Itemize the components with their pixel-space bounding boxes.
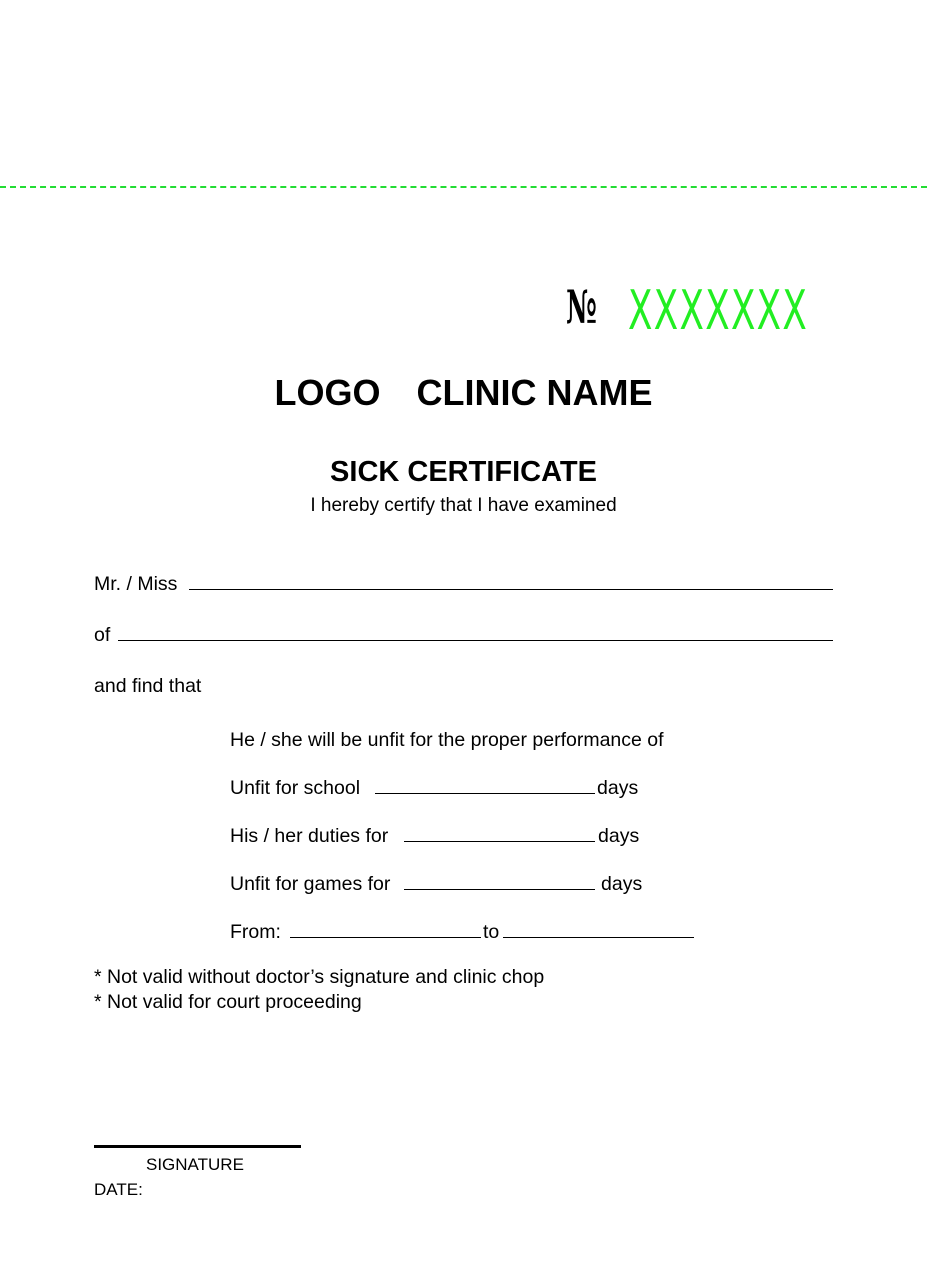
- serial-number-value: XXXXXXX: [628, 279, 809, 342]
- unfit-intro-text: He / she will be unfit for the proper performance of: [230, 729, 664, 751]
- signature-label: SIGNATURE: [146, 1155, 244, 1174]
- from-label: From:: [230, 921, 281, 943]
- clinic-header: [0, 372, 927, 414]
- to-label: to: [483, 921, 500, 943]
- serial-number-sign: №: [566, 280, 597, 334]
- name-label: Mr. / Miss: [94, 573, 178, 595]
- from-date-line[interactable]: [290, 937, 481, 938]
- games-days-unit: days: [601, 873, 643, 895]
- duties-days-line[interactable]: [404, 841, 595, 842]
- note-not-for-court: * Not valid for court proceeding: [94, 991, 362, 1013]
- duties-days-unit: days: [598, 825, 640, 847]
- cut-line-divider: [0, 186, 927, 188]
- name-field-line[interactable]: [189, 589, 833, 590]
- games-days-line[interactable]: [404, 889, 595, 890]
- to-date-line[interactable]: [503, 937, 694, 938]
- school-days-line[interactable]: [375, 793, 595, 794]
- school-label: Unfit for school: [230, 777, 361, 799]
- of-label: of: [94, 624, 111, 646]
- school-days-unit: days: [597, 777, 639, 799]
- certificate-title: SICK CERTIFICATE: [330, 456, 597, 488]
- note-signature-required: * Not valid without doctor’s signature and clinic chop: [94, 966, 545, 988]
- certificate-subtitle: I hereby certify that I have examined: [310, 495, 617, 516]
- date-label: DATE:: [94, 1180, 143, 1199]
- games-label: Unfit for games for: [230, 873, 391, 895]
- clinic-name: CLINIC NAME: [416, 372, 653, 413]
- of-field-line[interactable]: [118, 640, 833, 641]
- logo-placeholder: LOGO: [274, 372, 381, 413]
- duties-label: His / her duties for: [230, 825, 389, 847]
- find-label: and find that: [94, 675, 202, 697]
- signature-line[interactable]: [94, 1145, 301, 1148]
